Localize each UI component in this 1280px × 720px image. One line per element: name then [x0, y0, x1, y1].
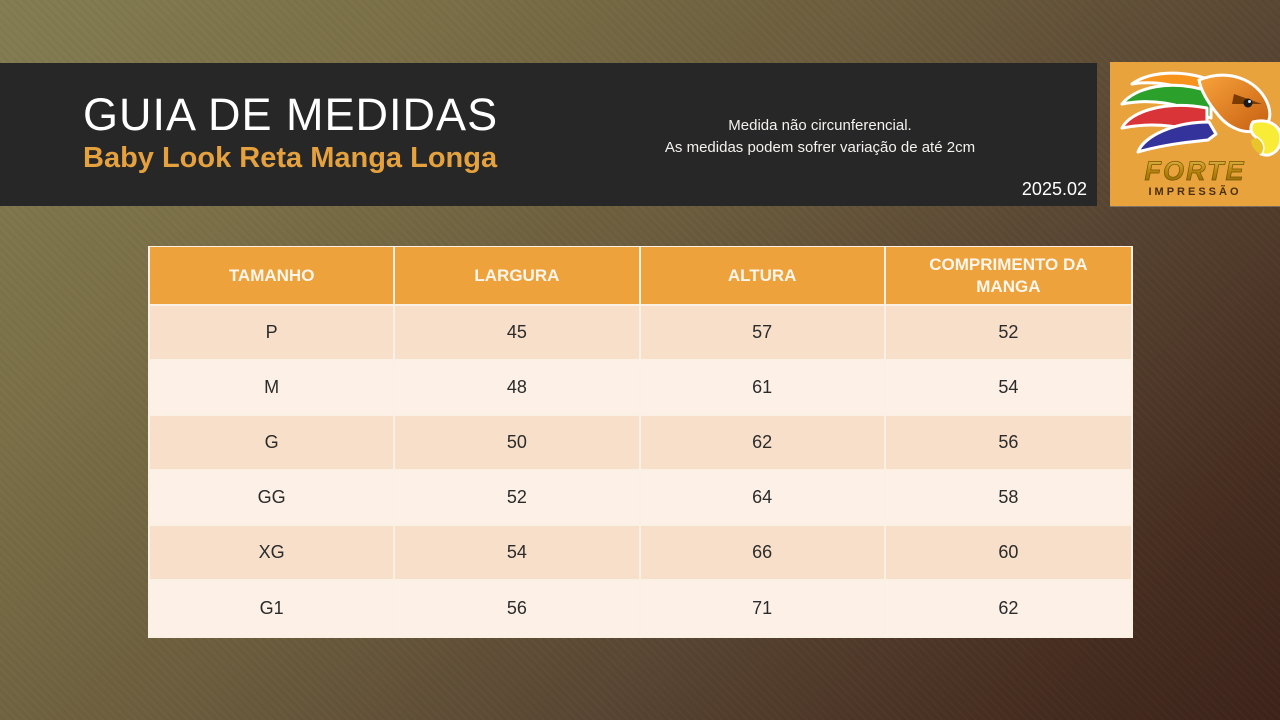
cell-largura: 45	[395, 306, 640, 361]
table-row	[150, 581, 1131, 636]
cell-size: M	[150, 361, 395, 416]
cell-size: G1	[150, 581, 395, 636]
column-header-comprimento-manga: COMPRIMENTO DA MANGA	[886, 247, 1131, 306]
table-header-row	[150, 247, 1131, 306]
cell-manga: 60	[886, 526, 1131, 581]
cell-altura: 62	[641, 416, 886, 471]
cell-largura: 56	[395, 581, 640, 636]
page-title: GUIA DE MEDIDAS	[83, 89, 499, 140]
cell-size: GG	[150, 471, 395, 526]
brand-subname: IMPRESSÃO	[1148, 186, 1242, 198]
cell-manga: 58	[886, 471, 1131, 526]
brand-name: FORTE	[1144, 156, 1246, 186]
table-row	[150, 471, 1131, 526]
table-row	[150, 526, 1131, 581]
table-row	[150, 416, 1131, 471]
page-subtitle: Baby Look Reta Manga Longa	[83, 142, 498, 174]
header-band	[0, 63, 1097, 206]
table-row	[150, 306, 1131, 361]
note-line-1: Medida não circunferencial.	[728, 117, 912, 134]
column-header-largura: LARGURA	[395, 247, 640, 306]
cell-altura: 57	[641, 306, 886, 361]
column-header-tamanho: TAMANHO	[150, 247, 395, 306]
cell-manga: 56	[886, 416, 1131, 471]
cell-size: G	[150, 416, 395, 471]
cell-largura: 54	[395, 526, 640, 581]
cell-manga: 54	[886, 361, 1131, 416]
cell-largura: 52	[395, 471, 640, 526]
cell-largura: 48	[395, 361, 640, 416]
cell-altura: 66	[641, 526, 886, 581]
cell-manga: 52	[886, 306, 1131, 361]
cell-manga: 62	[886, 581, 1131, 636]
cell-largura: 50	[395, 416, 640, 471]
measurement-note	[600, 115, 1040, 159]
table-row	[150, 361, 1131, 416]
size-table	[148, 246, 1133, 638]
cell-altura: 61	[641, 361, 886, 416]
cell-altura: 71	[641, 581, 886, 636]
column-header-altura: ALTURA	[641, 247, 886, 306]
cell-size: P	[150, 306, 395, 361]
brand-logo	[1110, 62, 1280, 206]
cell-size: XG	[150, 526, 395, 581]
cell-altura: 64	[641, 471, 886, 526]
note-line-2: As medidas podem sofrer variação de até 2cm	[664, 138, 976, 156]
eagle-icon	[1110, 62, 1280, 206]
version-label: 2025.02	[1021, 179, 1087, 199]
